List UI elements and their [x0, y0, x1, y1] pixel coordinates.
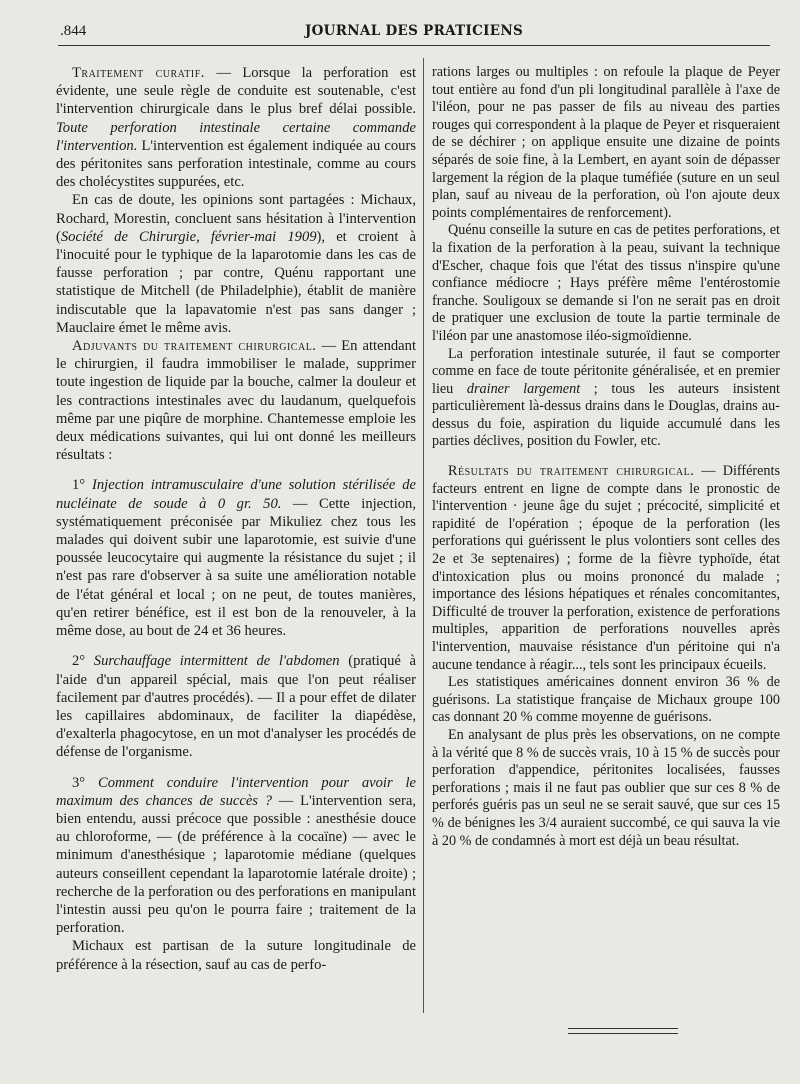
paragraph-text: (pratiqué à l'aide d'un appareil spécial, mais que l'on peut réaliser facilement par d'autres procédés). — Il a pour effet de dilater les capillaires abdominaux, de faciliter la diapédèse, d'exalterla phagocytose, en un mot d'analyser les procédés de défense de l'organisme.	[56, 653, 417, 761]
section-heading: Résultats du traitement chirurgical.	[448, 463, 695, 480]
section-heading: Traitement curatif.	[72, 65, 205, 81]
paragraph-resultats	[432, 463, 780, 674]
emphasis-text: Comment conduire l'intervention pour avoir le maximum des chances de succès ?	[56, 774, 416, 809]
section-heading: Adjuvants du traitement chirurgical.	[72, 338, 317, 355]
header-rule	[58, 45, 770, 46]
paragraph-perforations-larges	[432, 64, 780, 222]
paragraph-surchauffage	[56, 652, 416, 761]
right-column	[432, 64, 780, 850]
paragraph-injection	[56, 476, 416, 640]
paragraph-adjuvants	[56, 337, 416, 464]
paragraph-text: En analysant de plus près les observations, on ne compte à la vérité que 8 % de succès vrais, 10 à 15 % de succès pour perforation d'appendice, péritonites localisées, fausses perforations ; mais il ne faut pas oublier que sur ces 8 % de perforés guéris pas un seul ne se serait sauvé, que sur ces 15 % de bénignes les 3/4 auraient succombé, ce qui sauva la vie à 20 % de condamnés à mort est déjà un beau résultat.	[432, 726, 780, 849]
paragraph-text: rations larges ou multiples : on refoule la plaque de Peyer tout entière au fond d'un pli longitudinal parallèle à l'axe de l'iléon, pour ne pas passer de fils au niveau des parties rouges qui correspondent à la plaque de Peyer et risqueraient de se déchirer ; on applique ensuite une dizaine de points séparés de soie fine, à la Lembert, en ayant soin de dépasser largement la région de la plaque tuméfiée (suture en un seul plan, sauf au niveau de la perforation, où l'on ajoute deux points complémentaires de renforcement).	[432, 64, 780, 221]
paragraph-analyse	[432, 727, 780, 850]
page-number: .844	[60, 23, 87, 39]
paragraph-text: Michaux est partisan de la suture longitudinale de préférence à la résection, sauf au cas de perfo-	[56, 938, 416, 973]
item-number: 3°	[72, 774, 86, 791]
paragraph-michaux	[56, 937, 416, 973]
paragraph-text: L'intervention est également indiquée au cours des péritonites sans perforation intestinale, comme au cours des cholécystites suppurées, etc.	[56, 137, 416, 191]
paragraph-text: — En attendant le chirurgien, il faudra immobiliser le malade, supprimer toute ingestion de liquide par la bouche, calmer la douleur et les contractions intestinales avec du laudanum, quelquefois même par une piqûre de morphine. Chantemesse emploie les deux médications suivantes, qui lui ont donné les meilleurs résultats :	[56, 338, 416, 464]
paragraph-traitement-curatif	[56, 64, 416, 191]
paragraph-text: — Cette injection, systématiquement préconisée par Mikuliez chez tous les malades qui doivent subir une laparotomie, est suivie d'une poussée leucocytaire qui augmente la résistance du sujet ; il n'est pas rare d'observer à sa suite une amélioration notable de l'état général et local ; on ne peut, de toutes manières, qu'en retirer bénéfice, est il est bon de la renouveler, à la même dose, au bout de 24 et 36 heures.	[56, 495, 416, 640]
column-divider	[423, 58, 424, 1013]
paragraph-text: Les statistiques américaines donnent environ 36 % de guérisons. La statistique française de Michaux groupe 100 cas donnant 20 % comme moyenne de guérisons.	[432, 674, 780, 726]
paragraph-text: — L'intervention sera, bien entendu, aussi précoce que possible : anesthésie douce au chloroforme, — (de préférence à la cocaïne) — avec le minimum d'anesthésique ; laparotomie médiane (quelques auteurs conseillent cependant la laparotomie latérale droite) ; recherche de la perforation ou des perforations en manipulant l'intestin aussi peu qu'on le pourra faire ; traitement de la perforation.	[56, 792, 416, 937]
emphasis-text: drainer largement	[466, 380, 581, 397]
item-number: 2°	[72, 653, 86, 670]
paragraph-text: ; tous les auteurs insistent particulièrement là-dessus drains dans le Douglas, drains au-dessus du foie, aspiration du liquide accumulé dans les parties déclives, position du Fowler, etc.	[432, 380, 780, 450]
emphasis-text: Injection intramusculaire d'une solution stérilisée de nucléinate de soude à 0 gr. 50.	[56, 477, 416, 512]
paragraph-intervention	[56, 774, 416, 938]
page-header	[58, 20, 770, 46]
paragraph-perforation-suturee	[432, 346, 780, 452]
paragraph-statistiques	[432, 674, 780, 727]
left-column	[56, 64, 416, 974]
paragraph-text: En cas de doute, les opinions sont partagées : Michaux, Rochard, Morestin, concluent sans hésitation à l'intervention (	[56, 192, 416, 245]
emphasis-text: Surchauffage intermittent de l'abdomen	[85, 653, 340, 670]
paragraph-text: ), et croient à l'inocuité pour le typhique de la laparotomie dans les cas de fausse perforation ; par contre, Quénu rapportant une statistique de Mitchell (de Philadelphie), établit de manière indiscutable que la lapavatomie n'est pas sans danger ; Mauclaire émet le même avis.	[56, 228, 416, 336]
item-number: 1°	[72, 477, 86, 494]
paragraph-text: La perforation intestinale suturée, il faut se comporter comme en face de toute péritonite généralisée, et en premier lieu	[432, 345, 780, 397]
paragraph-text: Quénu conseille la suture en cas de petites perforations, et la fixation de la perforation à la peau, suivant la technique d'Escher, chaque fois que l'état des tissus n'inspire qu'une confiance médiocre ; Hays préfère même l'entérostomie franche. Souligoux se demande si l'on ne serait pas en droit de pratiquer une exclusion de toute la partie terminale de l'iléon par une anastomose iléo-sigmoïdienne.	[432, 222, 780, 344]
journal-title: JOURNAL DES PRATICIENS	[304, 23, 524, 39]
emphasis-text: Toute perforation intestinale certaine commande l'intervention.	[56, 119, 416, 154]
paragraph-doute	[56, 191, 416, 337]
paragraph-text: — Lorsque la perforation est évidente, une seule règle de conduite est soutenable, c'est l'intervention chirurgicale dans le plus bref délai possible.	[56, 65, 417, 118]
closing-double-rule	[568, 1028, 678, 1034]
emphasis-text: Société de Chirurgie, février-mai 1909	[60, 228, 317, 245]
paragraph-text: — Différents facteurs entrent en ligne de compte dans le pronostic de l'intervention · jeune âge du sujet ; précocité, simplicité et rapidité de l'opération ; époque de la perforation (les perforations qui guérissent le plus volontiers sont celles des 2e et 3e septenaires) ; forme de la fièvre typhoïde, état d'intoxication plus ou moins prononcé du malade ; importance des lésions hépatiques et rénales concomitantes, Difficulté de trouver la perforation, existence de perforations multiples, apparition de perforations nouvelles après l'intervention, mauvaise résistance d'un péritoine qui n'a aucune tendance à réagir..., tels sont les principaux écueils.	[432, 463, 780, 673]
paragraph-quenu	[432, 222, 780, 345]
